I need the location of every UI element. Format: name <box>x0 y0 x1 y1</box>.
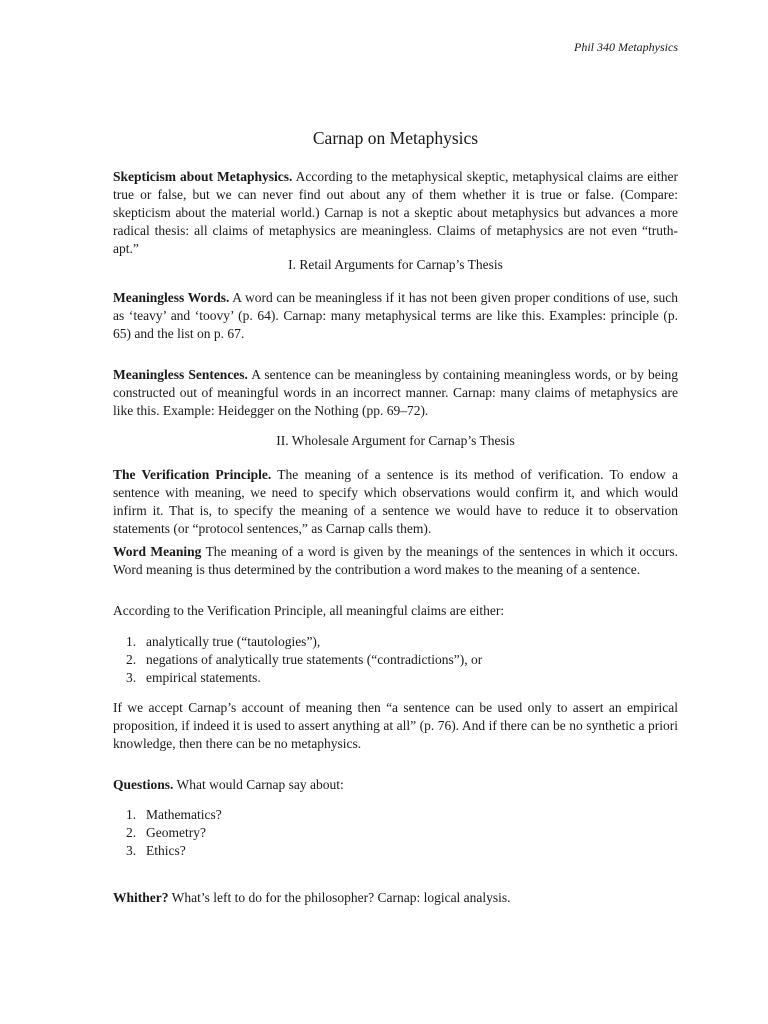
list-item <box>113 842 222 860</box>
list-item-number: 3. <box>126 843 137 858</box>
list-item-text: analytically true (“tautologies”), <box>146 634 321 649</box>
whither-paragraph <box>113 889 678 907</box>
whither-lead: Whither? <box>113 890 169 905</box>
verification-body: The meaning of a sentence is its method of verification. To endow a sentence with meaning, we need to specify which observations would confirm it, and which would infirm it. That is, to specify the meaning of a sentence we would have to reduce it to observation statements (or “protocol sentences,” as Carnap calls them). <box>113 467 678 536</box>
word-meaning-lead: Word Meaning <box>113 544 202 559</box>
list-item <box>113 806 222 824</box>
list-item-number: 3. <box>126 670 137 685</box>
word-meaning-body: The meaning of a word is given by the meanings of the sentences in which it occurs. Word meaning is thus determined by the contribution a word makes to the meaning of a sentence. <box>113 544 678 577</box>
claims-list <box>113 633 482 687</box>
claims-intro: According to the Verification Principle, all meaningful claims are either: <box>113 603 505 618</box>
list-item-number: 1. <box>126 807 137 822</box>
list-item <box>113 633 482 651</box>
list-item <box>113 651 482 669</box>
verification-lead: The Verification Principle. <box>113 467 272 482</box>
list-item-number: 1. <box>126 634 137 649</box>
meaningless-sentences-lead: Meaningless Sentences. <box>113 367 248 382</box>
skepticism-body: According to the metaphysical skeptic, metaphysical claims are either true or false, but we can never find out about any of them whether it is true or false. (Compare: skepticism about the material world.) Carnap is not a skeptic about metaphysics but advances a more radical thesis: all claims of metaphysics are meaningless. Claims of metaphysics are not even “truth-apt.” <box>113 169 678 256</box>
list-item <box>113 824 222 842</box>
list-item-text: empirical statements. <box>146 670 261 685</box>
skepticism-paragraph <box>113 168 678 258</box>
questions-lead: Questions. <box>113 777 174 792</box>
section-heading-wholesale: II. Wholesale Argument for Carnap’s Thesis <box>276 433 515 448</box>
running-head: Phil 340 Metaphysics <box>574 40 678 54</box>
section-heading-retail: I. Retail Arguments for Carnap’s Thesis <box>288 257 503 272</box>
list-item-text: negations of analytically true statements (“contradictions”), or <box>146 652 483 667</box>
list-item-text: Geometry? <box>146 825 206 840</box>
questions-list <box>113 806 222 860</box>
page-title: Carnap on Metaphysics <box>312 128 479 148</box>
accept-paragraph: If we accept Carnap’s account of meaning then “a sentence can be used only to assert an empirical proposition, if indeed it is used to assert anything at all” (p. 76). And if there can be no synthetic a priori knowledge, then there can be no metaphysics. <box>113 700 678 751</box>
whither-body: What’s left to do for the philosopher? Carnap: logical analysis. <box>171 890 511 905</box>
meaningless-words-paragraph <box>113 289 678 343</box>
meaningless-words-body: A word can be meaningless if it has not been given proper conditions of use, such as ‘teavy’ and ‘toovy’ (p. 64). Carnap: many metaphysical terms are like this. Examples: principle (p. 65) and the list on p. 67. <box>113 290 678 341</box>
skepticism-lead: Skepticism about Metaphysics. <box>113 169 293 184</box>
questions-body: What would Carnap say about: <box>176 777 344 792</box>
word-meaning-paragraph <box>113 543 678 579</box>
list-item-text: Mathematics? <box>146 807 222 822</box>
questions-paragraph <box>113 776 678 794</box>
list-item <box>113 669 482 687</box>
meaningless-sentences-body: A sentence can be meaningless by containing meaningless words, or by being constructed out of meaningful words in an incorrect manner. Carnap: many claims of metaphysics are like this. Example: Heidegger on the Nothing (pp. 69–72). <box>113 367 678 418</box>
list-item-text: Ethics? <box>146 843 186 858</box>
list-item-number: 2. <box>126 652 137 667</box>
meaningless-words-lead: Meaningless Words. <box>113 290 230 305</box>
meaningless-sentences-paragraph <box>113 366 678 420</box>
verification-paragraph <box>113 466 678 538</box>
list-item-number: 2. <box>126 825 137 840</box>
